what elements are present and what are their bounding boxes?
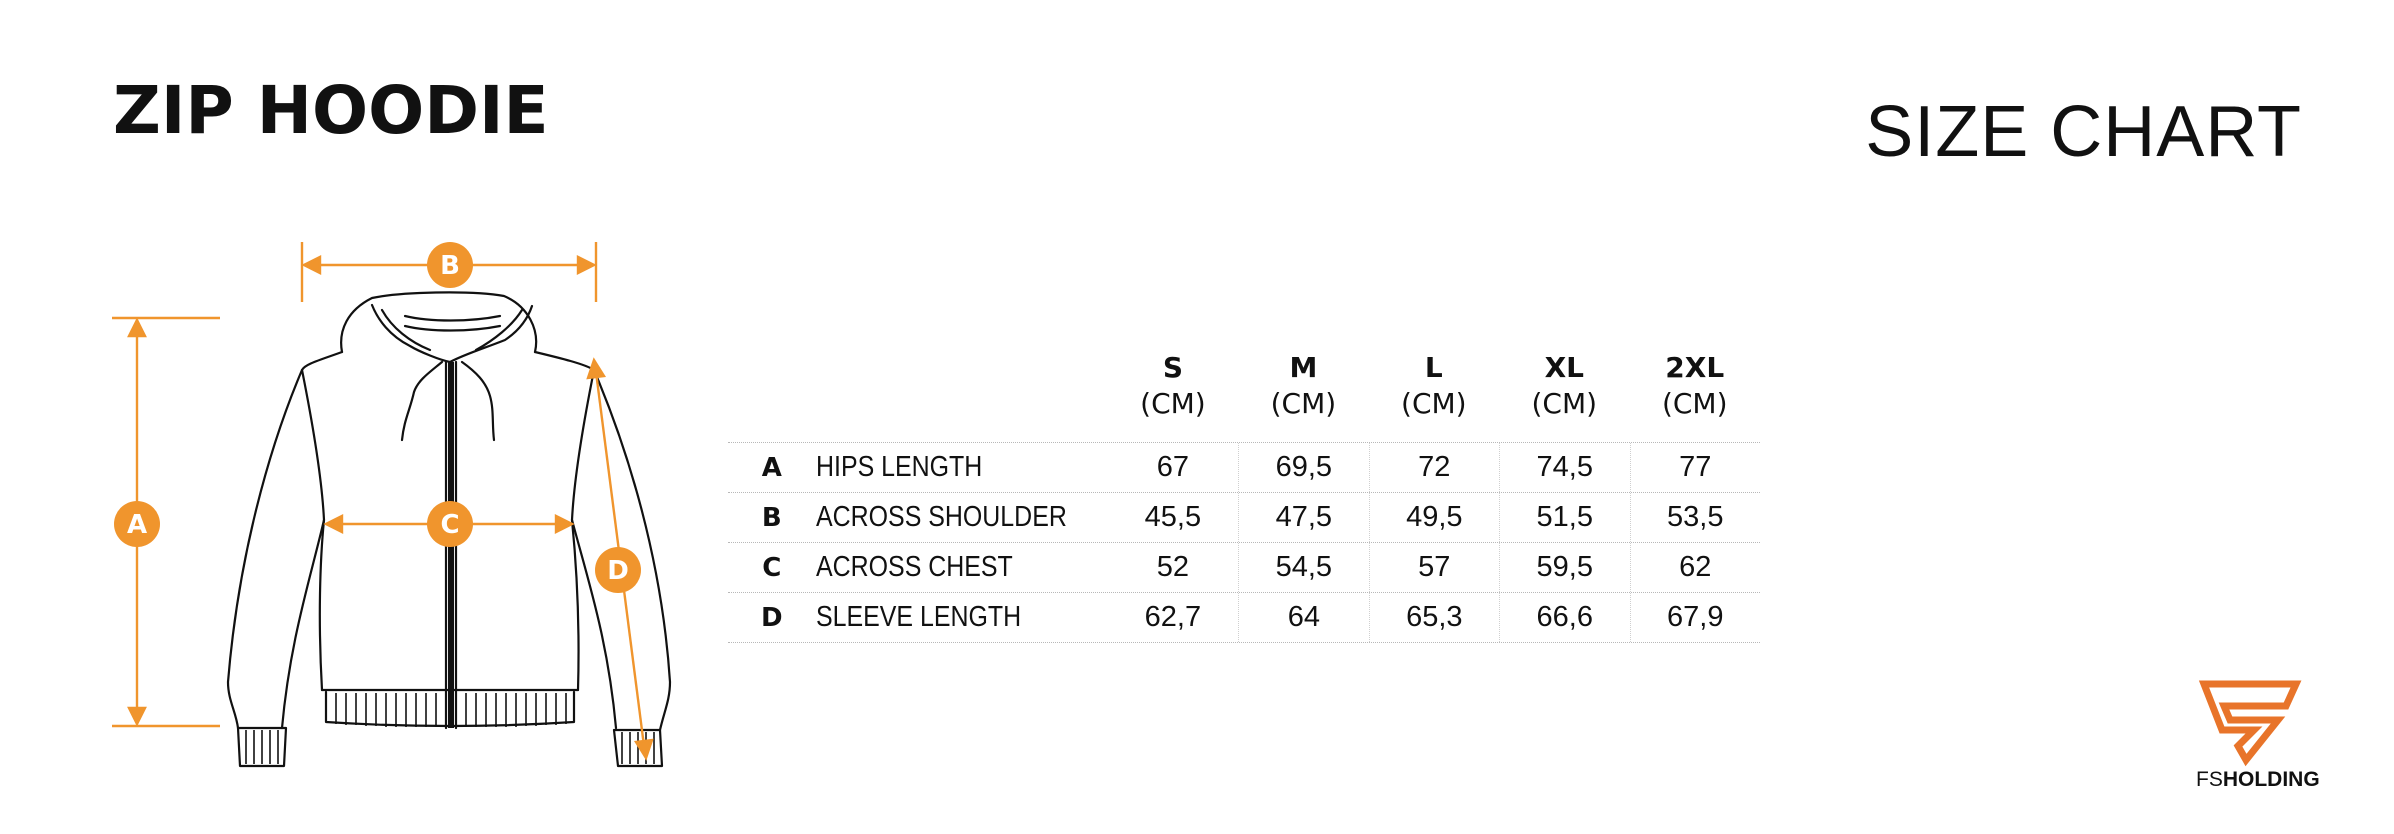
- size-table-header: [728, 340, 1760, 442]
- table-cell: 65,3: [1369, 593, 1499, 642]
- table-row: [728, 442, 1760, 492]
- size-column-s: S (CM): [1140, 351, 1206, 420]
- row-label: ACROSS SHOULDER: [815, 501, 1067, 533]
- table-cell: 53,5: [1630, 493, 1760, 542]
- svg-text:A: A: [126, 510, 148, 540]
- table-cell: 62,7: [1144, 601, 1202, 633]
- brand-prefix: FS: [2196, 768, 2223, 791]
- svg-text:D: D: [607, 556, 629, 586]
- brand-suffix: HOLDING: [2222, 768, 2320, 791]
- table-cell: 54,5: [1238, 543, 1368, 592]
- table-cell: 64: [1238, 593, 1368, 642]
- measurement-lines: [112, 242, 652, 758]
- table-cell: 51,5: [1499, 493, 1629, 542]
- table-cell: 67: [1156, 451, 1190, 483]
- marker-b: [427, 242, 473, 288]
- hoodie-diagram: [0, 0, 720, 834]
- table-cell: 59,5: [1499, 543, 1629, 592]
- table-row: [728, 542, 1760, 592]
- table-cell: 69,5: [1238, 443, 1368, 492]
- svg-text:B: B: [440, 251, 460, 281]
- table-cell: 57: [1369, 543, 1499, 592]
- table-cell: 45,5: [1144, 501, 1202, 533]
- size-column-m: M (CM): [1270, 351, 1337, 420]
- table-cell: 49,5: [1369, 493, 1499, 542]
- table-cell: 72: [1369, 443, 1499, 492]
- size-table-body: [728, 442, 1760, 643]
- row-letter: D: [761, 602, 783, 633]
- table-cell: 62: [1630, 543, 1760, 592]
- row-letter: A: [761, 452, 782, 483]
- row-letter: B: [761, 502, 782, 533]
- size-column-2xl: 2XL (CM): [1661, 351, 1728, 420]
- marker-d: [595, 547, 641, 593]
- table-cell: 74,5: [1499, 443, 1629, 492]
- row-label: ACROSS CHEST: [815, 551, 1013, 583]
- product-title: ZIP HOODIE: [113, 72, 549, 149]
- marker-c: [427, 501, 473, 547]
- row-label: HIPS LENGTH: [815, 451, 982, 483]
- table-row: [728, 592, 1760, 643]
- svg-text:C: C: [440, 510, 460, 540]
- marker-a: [114, 501, 160, 547]
- table-cell: 47,5: [1238, 493, 1368, 542]
- size-table: [728, 340, 1760, 643]
- table-cell: 66,6: [1499, 593, 1629, 642]
- table-cell: 67,9: [1630, 593, 1760, 642]
- row-letter: C: [762, 552, 782, 583]
- size-column-l: L (CM): [1401, 351, 1467, 420]
- table-cell: 77: [1630, 443, 1760, 492]
- brand-name: [2196, 768, 2320, 792]
- table-cell: 52: [1156, 551, 1190, 583]
- size-chart-title: SIZE CHART: [1865, 92, 2302, 172]
- row-label: SLEEVE LENGTH: [815, 601, 1021, 633]
- table-row: [728, 492, 1760, 542]
- size-column-xl: XL (CM): [1531, 351, 1598, 420]
